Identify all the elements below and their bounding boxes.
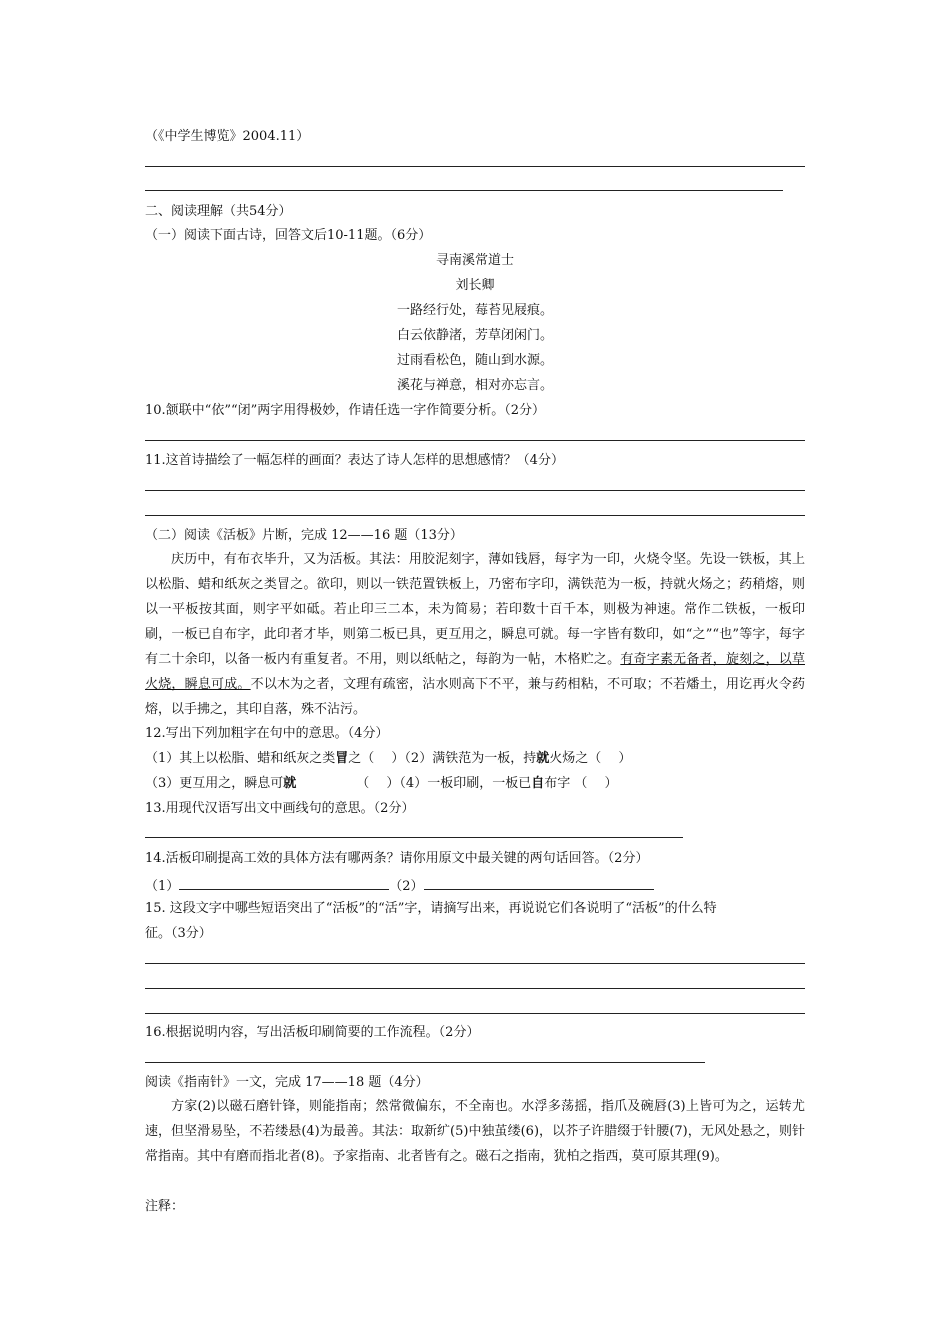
part3-intro: 阅读《指南针》一文，完成 17——18 题（4分）: [145, 1075, 429, 1090]
poem-line: 过雨看松色，随山到水源。: [396, 353, 553, 368]
question-15-line1: 15. 这段文字中哪些短语突出了“活板”的“活”字，请摘写出来，再说说它们各说明了“活板”的什么特: [145, 901, 717, 916]
answer-line: [145, 166, 805, 167]
question-15-line2: 征。（3分）: [145, 926, 212, 941]
question-11: 11.这首诗描绘了一幅怎样的画面？表达了诗人怎样的思想感情？（4分）: [145, 453, 564, 468]
notes-label: 注释：: [145, 1199, 185, 1214]
question-14-answers: （1） （2）: [145, 875, 654, 896]
question-12-items-a: （1）其上以松脂、蜡和纸灰之类冒之（ ）（2）满铁范为一板，持就火炀之（ ）: [145, 751, 632, 766]
question-14: 14.活板印刷提高工效的具体方法有哪两条？请你用原文中最关键的两句话回答。（2分）: [145, 851, 649, 866]
answer-line[interactable]: [145, 440, 805, 441]
poem-line: 一路经行处，莓苔见屐痕。: [396, 303, 553, 318]
poem-line: 溪花与禅意，相对亦忘言。: [396, 378, 553, 393]
question-13: 13.用现代汉语写出文中画线句的意思。（2分）: [145, 801, 415, 816]
answer-line[interactable]: [145, 963, 805, 964]
answer-line[interactable]: [145, 1013, 805, 1014]
question-16: 16.根据说明内容，写出活板印刷简要的工作流程。（2分）: [145, 1025, 480, 1040]
answer-blank-2[interactable]: [424, 875, 654, 890]
question-10: 10.颔联中“依”“闭”两字用得极妙，作请任选一字作简要分析。（2分）: [145, 403, 546, 418]
poem-author: 刘长卿: [455, 278, 495, 293]
huoban-passage: 庆历中，有布衣毕升，又为活板。其法：用胶泥刻字，薄如钱唇，每字为一印，火烧令坚。先设一铁板，其上以松脂、蜡和纸灰之类冒之。欲印，则以一铁范置铁板上，乃密布字印，满铁范为一板，持就火炀之；药稍熔，则以一平板按其面，则字平如砥。若止印三二本，未为简易；若印数十百千本，则极为神速。常作二铁板，一板印刷，一板已自布字，此印者才毕，则第二板已具，更互用之，瞬息可就。每一字皆有数印，如“之”“也”等字，每字有二十余印，以备一板内有重复者。不用，则以纸帖之，每韵为一帖，木格贮之。有奇字素无备者，旋刻之，以草火烧，瞬息可成。不以木为之者，文理有疏密，沾水则高下不平，兼与药相粘，不可取；不若燔土，用讫再火令药熔，以手拂之，其印自落，殊不沾污。: [145, 552, 805, 717]
answer-blank-1[interactable]: [179, 875, 389, 890]
answer-line[interactable]: [145, 515, 805, 516]
section-title: 二、阅读理解（共54分）: [145, 204, 292, 219]
answer-line[interactable]: [145, 837, 683, 838]
answer-line: [145, 190, 783, 191]
source-citation: （《中学生博览》2004.11）: [145, 129, 310, 144]
bold-char: 自: [531, 776, 545, 791]
bold-char: 就: [283, 776, 297, 791]
question-12-items-b: （3）更互用之，瞬息可就 （ ）（4）一板印刷，一板已自布字 （ ）: [145, 776, 618, 791]
question-12: 12.写出下列加粗字在句中的意思。（4分）: [145, 726, 389, 741]
underlined-sentence: 有奇字素无备者，旋刻之，以草火烧，瞬息可成。: [145, 652, 805, 692]
poem-title: 寻南溪常道士: [435, 253, 514, 268]
bold-char: 冒: [335, 751, 349, 766]
answer-line[interactable]: [145, 490, 805, 491]
bold-char: 就: [536, 751, 550, 766]
answer-line[interactable]: [145, 1062, 705, 1063]
part1-intro: （一）阅读下面古诗，回答文后10-11题。（6分）: [145, 228, 432, 243]
part2-intro: （二）阅读《活板》片断，完成 12——16 题（13分）: [145, 528, 463, 543]
answer-line[interactable]: [145, 988, 805, 989]
compass-passage: 方家(2)以磁石磨针锋，则能指南；然常微偏东，不全南也。水浮多荡摇，指爪及碗唇(3)上皆可为之，运转尤速，但坚滑易坠，不若缕悬(4)为最善。其法：取新纩(5)中独茧缕(6)，以芥子许腊缀于针腰(7)，无风处悬之，则针常指南。其中有磨而指北者(8)。予家指南、北者皆有之。磁石之指南，犹柏之指西，莫可原其理(9)。: [145, 1099, 805, 1164]
poem-line: 白云依静渚，芳草闭闲门。: [396, 328, 553, 343]
